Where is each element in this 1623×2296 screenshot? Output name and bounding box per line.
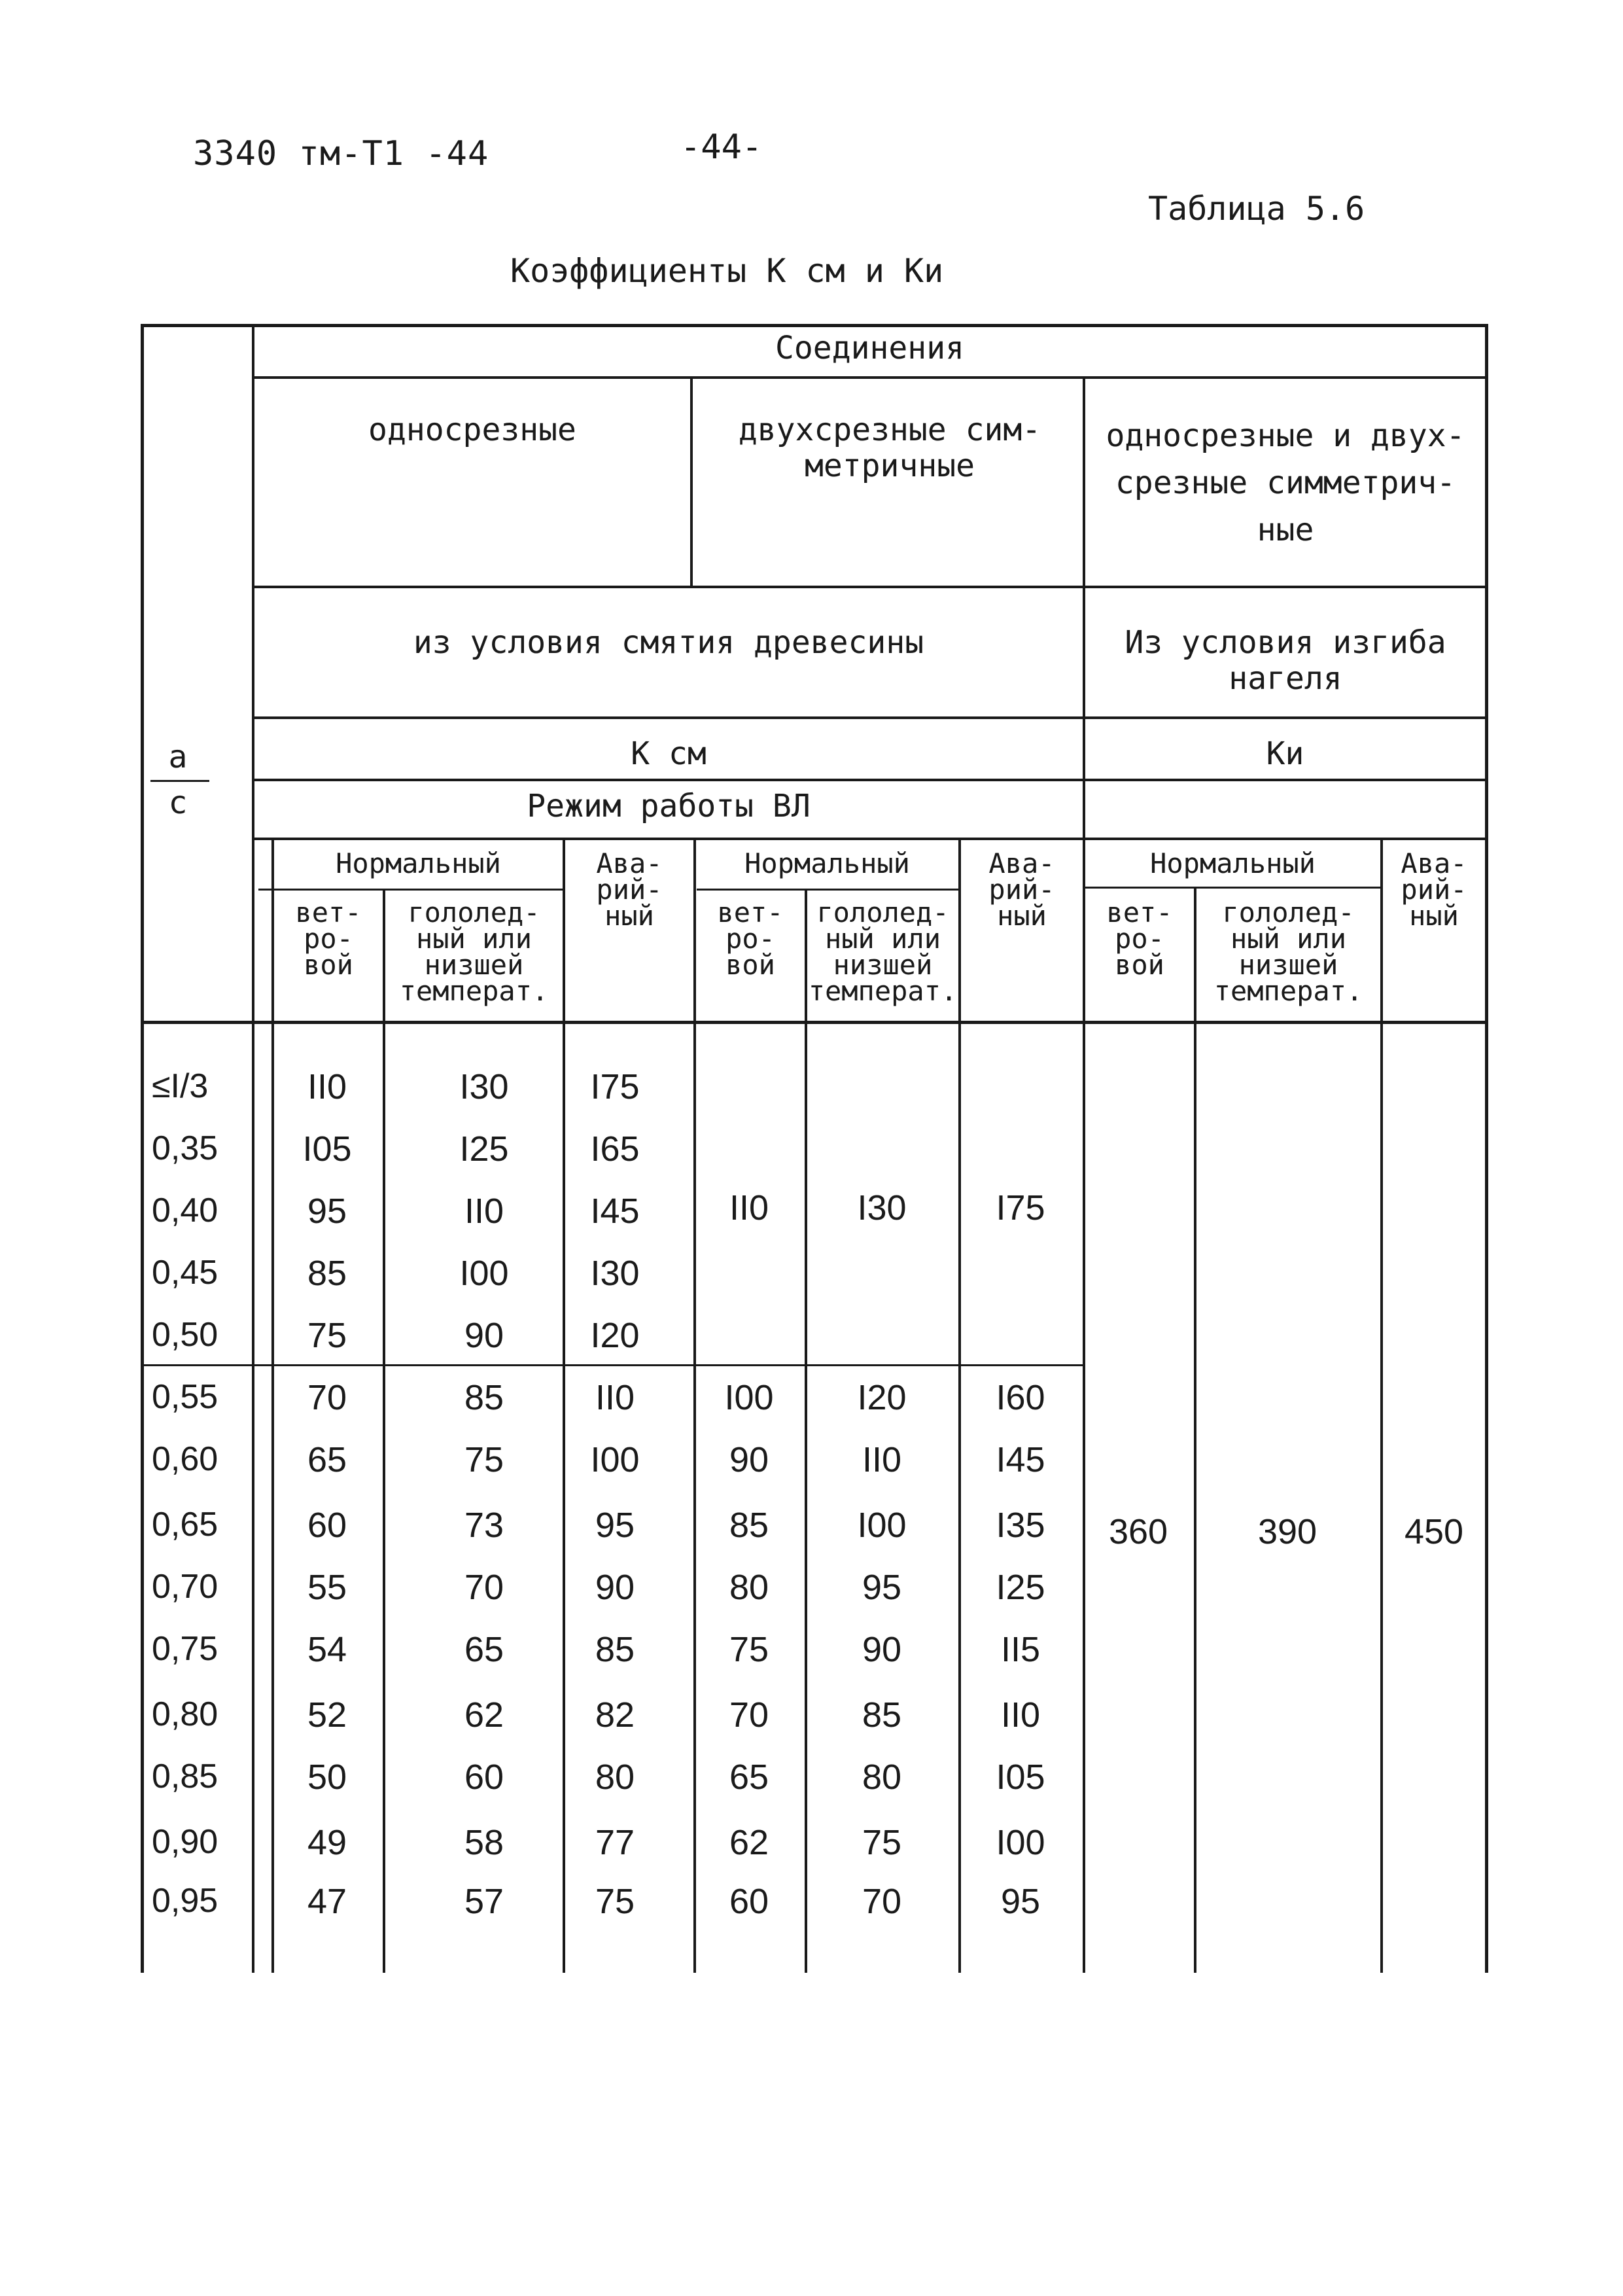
double-merged-wind: II0 bbox=[729, 1188, 769, 1227]
cell-single-ice: II0 bbox=[464, 1192, 504, 1231]
document-code: 3340 тм-Т1 -44 bbox=[193, 134, 489, 173]
cell-single-emergency: 85 bbox=[595, 1630, 635, 1669]
row-ratio: 0,75 bbox=[152, 1630, 218, 1668]
cell-single-ice: 65 bbox=[464, 1630, 504, 1669]
single-wind-label: вет- ро- вой bbox=[295, 896, 362, 981]
row-ratio: 0,80 bbox=[152, 1695, 218, 1733]
cell-single-wind: II0 bbox=[307, 1067, 347, 1106]
coefficient-divider bbox=[252, 716, 1488, 719]
ratio-numerator: а bbox=[168, 739, 188, 775]
cell-single-wind: I05 bbox=[302, 1129, 352, 1169]
cell-single-wind: 70 bbox=[307, 1378, 347, 1417]
col-ki-wind bbox=[1083, 838, 1085, 1973]
row-ratio: 0,90 bbox=[152, 1823, 218, 1861]
ki-merged-ice: 390 bbox=[1257, 1512, 1318, 1551]
cell-single-ice: 73 bbox=[464, 1506, 504, 1545]
double-normal-label: Нормальный bbox=[744, 847, 910, 879]
cell-single-ice: 75 bbox=[464, 1440, 504, 1479]
single-normal-label: Нормальный bbox=[336, 847, 501, 879]
cell-double-emergency: I35 bbox=[996, 1506, 1045, 1545]
col-double-wind bbox=[693, 838, 696, 1973]
cell-double-wind: 90 bbox=[729, 1440, 769, 1479]
double-merged-emergency: I75 bbox=[996, 1188, 1045, 1227]
row-ratio: 0,95 bbox=[152, 1882, 218, 1920]
table-label: Таблица 5.6 bbox=[1148, 190, 1365, 228]
cell-double-emergency: I25 bbox=[996, 1568, 1045, 1607]
ki-merged-wind: 360 bbox=[1108, 1512, 1168, 1551]
col-ki-emergency bbox=[1380, 838, 1383, 1973]
col-double-emergency bbox=[958, 838, 961, 1973]
col-ki-ice bbox=[1194, 889, 1196, 1973]
row-ratio: 0,45 bbox=[152, 1254, 218, 1292]
cell-single-wind: 75 bbox=[307, 1316, 347, 1355]
row-ratio: 0,40 bbox=[152, 1192, 218, 1229]
ki-wind-label: вет- ро- вой bbox=[1106, 896, 1173, 981]
bending-condition-header: Из условия изгиба нагеля bbox=[1125, 624, 1446, 698]
row-ratio: 0,35 bbox=[152, 1129, 218, 1167]
cell-single-emergency: 77 bbox=[595, 1823, 635, 1862]
k-cm-header: К см bbox=[631, 735, 707, 772]
table-title: Коэффициенты К см и Ки bbox=[510, 252, 944, 290]
table-top-border bbox=[141, 324, 1488, 327]
cell-single-ice: I30 bbox=[459, 1067, 509, 1106]
cell-double-ice: 75 bbox=[862, 1823, 902, 1862]
ki-merged-emergency: 450 bbox=[1404, 1512, 1464, 1551]
cell-single-wind: 85 bbox=[307, 1254, 347, 1293]
row-ratio: 0,85 bbox=[152, 1757, 218, 1795]
cell-double-wind: 85 bbox=[729, 1506, 769, 1545]
cell-single-wind: 47 bbox=[307, 1882, 347, 1921]
cell-single-wind: 55 bbox=[307, 1568, 347, 1607]
single-emergency-label: Ава- рий- ный bbox=[596, 847, 663, 932]
cell-single-wind: 49 bbox=[307, 1823, 347, 1862]
row-ratio: 0,50 bbox=[152, 1316, 218, 1354]
col-single-wind bbox=[271, 838, 274, 1973]
cell-double-ice: 85 bbox=[862, 1695, 902, 1735]
cell-double-emergency: I05 bbox=[996, 1757, 1045, 1797]
cell-double-emergency: I00 bbox=[996, 1823, 1045, 1862]
cell-single-wind: 50 bbox=[307, 1757, 347, 1797]
cell-double-emergency: II5 bbox=[1000, 1630, 1041, 1669]
cell-single-wind: 54 bbox=[307, 1630, 347, 1669]
col-double-ice bbox=[805, 889, 807, 1973]
double-emergency-label: Ава- рий- ный bbox=[988, 847, 1055, 932]
table-right-border bbox=[1485, 324, 1488, 1973]
merge-row-divider bbox=[141, 1364, 1083, 1366]
cell-single-emergency: II0 bbox=[595, 1378, 635, 1417]
ki-ice-label: гололед- ный или низшей температ. bbox=[1213, 896, 1363, 1007]
cell-single-ice: 57 bbox=[464, 1882, 504, 1921]
cell-single-wind: 65 bbox=[307, 1440, 347, 1479]
cell-single-wind: 60 bbox=[307, 1506, 347, 1545]
double-shear-header: двухсрезные сим- метричные bbox=[738, 412, 1041, 485]
row-ratio: 0,60 bbox=[152, 1440, 218, 1478]
row-ratio: 0,65 bbox=[152, 1506, 218, 1544]
condition-divider bbox=[252, 586, 1488, 588]
cell-single-emergency: I20 bbox=[590, 1316, 640, 1355]
cell-single-ice: I25 bbox=[459, 1129, 509, 1169]
cell-single-emergency: 90 bbox=[595, 1568, 635, 1607]
ratio-column-divider bbox=[252, 324, 254, 1973]
cell-single-ice: 90 bbox=[464, 1316, 504, 1355]
cell-double-wind: 80 bbox=[729, 1568, 769, 1607]
cell-single-ice: 58 bbox=[464, 1823, 504, 1862]
cell-single-emergency: 80 bbox=[595, 1757, 635, 1797]
cell-double-wind: 60 bbox=[729, 1882, 769, 1921]
cell-single-wind: 95 bbox=[307, 1192, 347, 1231]
col-single-ice bbox=[383, 889, 385, 1973]
cell-single-emergency: I45 bbox=[590, 1192, 640, 1231]
cell-double-emergency: 95 bbox=[1000, 1882, 1041, 1921]
mode-divider bbox=[252, 779, 1488, 781]
cell-double-wind: I00 bbox=[724, 1378, 774, 1417]
double-merged-ice: I30 bbox=[857, 1188, 907, 1227]
double-wind-label: вет- ро- вой bbox=[717, 896, 784, 981]
single-shear-header: односрезные bbox=[368, 412, 576, 448]
cell-single-wind: 52 bbox=[307, 1695, 347, 1735]
k-i-header: Ки bbox=[1266, 735, 1304, 772]
cell-single-emergency: 75 bbox=[595, 1882, 635, 1921]
subheader-divider-double bbox=[697, 889, 958, 891]
ki-emergency-label: Ава- рий- ный bbox=[1401, 847, 1467, 932]
cell-single-emergency: I75 bbox=[590, 1067, 640, 1106]
cell-double-wind: 65 bbox=[729, 1757, 769, 1797]
cell-single-emergency: I65 bbox=[590, 1129, 640, 1169]
cell-single-ice: 70 bbox=[464, 1568, 504, 1607]
row-ratio: ≤I/3 bbox=[152, 1067, 209, 1105]
single-ice-label: гололед- ный или низшей температ. bbox=[399, 896, 549, 1007]
cell-double-wind: 75 bbox=[729, 1630, 769, 1669]
cell-double-ice: 90 bbox=[862, 1630, 902, 1669]
cell-single-emergency: I30 bbox=[590, 1254, 640, 1293]
cell-double-ice: 95 bbox=[862, 1568, 902, 1607]
double-ice-label: гололед- ный или низшей температ. bbox=[808, 896, 958, 1007]
ki-normal-label: Нормальный bbox=[1150, 847, 1316, 879]
row-ratio: 0,70 bbox=[152, 1568, 218, 1606]
cell-double-ice: I00 bbox=[857, 1506, 907, 1545]
page-number: -44- bbox=[680, 128, 763, 167]
cell-single-emergency: 95 bbox=[595, 1506, 635, 1545]
subheader-divider-ki bbox=[1083, 887, 1380, 889]
row-ratio: 0,55 bbox=[152, 1378, 218, 1416]
cell-single-ice: 62 bbox=[464, 1695, 504, 1735]
regime-divider bbox=[252, 838, 1488, 840]
cell-single-emergency: I00 bbox=[590, 1440, 640, 1479]
cell-single-ice: 60 bbox=[464, 1757, 504, 1797]
connections-header: Соединения bbox=[775, 330, 964, 366]
cell-double-ice: II0 bbox=[862, 1440, 902, 1479]
both-shear-header: односрезные и двух- срезные симметрич- ные bbox=[1106, 417, 1465, 548]
ratio-fraction-bar bbox=[150, 780, 209, 782]
cell-double-wind: 62 bbox=[729, 1823, 769, 1862]
cell-double-ice: 80 bbox=[862, 1757, 902, 1797]
cell-double-wind: 70 bbox=[729, 1695, 769, 1735]
cell-single-emergency: 82 bbox=[595, 1695, 635, 1735]
cell-single-ice: 85 bbox=[464, 1378, 504, 1417]
connections-divider bbox=[252, 376, 1488, 379]
mode-header: Режим работы ВЛ bbox=[527, 788, 811, 824]
joint-type-divider-1 bbox=[690, 376, 693, 586]
cell-single-ice: I00 bbox=[459, 1254, 509, 1293]
cell-double-emergency: I45 bbox=[996, 1440, 1045, 1479]
cell-double-emergency: II0 bbox=[1000, 1695, 1041, 1735]
cell-double-emergency: I60 bbox=[996, 1378, 1045, 1417]
ratio-denominator: с bbox=[168, 785, 188, 821]
subheader-divider-single bbox=[258, 889, 563, 891]
cell-double-ice: 70 bbox=[862, 1882, 902, 1921]
header-bottom-border bbox=[141, 1021, 1488, 1024]
crushing-condition-header: из условия смятия древесины bbox=[413, 624, 924, 661]
table-left-border bbox=[141, 324, 144, 1973]
cell-double-ice: I20 bbox=[857, 1378, 907, 1417]
